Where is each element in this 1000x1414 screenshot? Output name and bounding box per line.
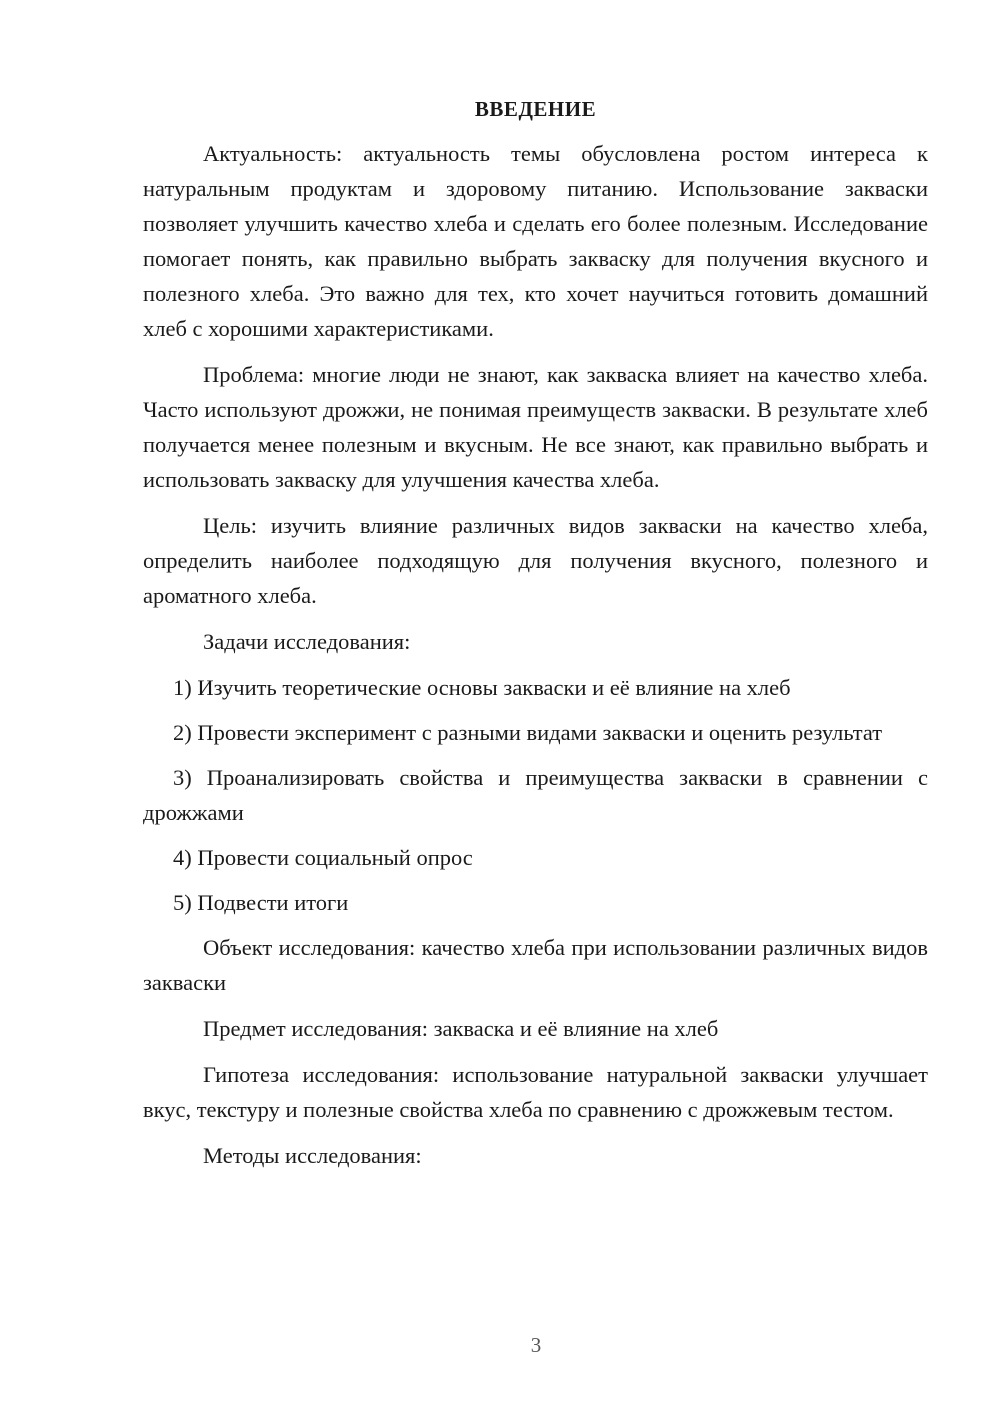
paragraph-problem: Проблема: многие люди не знают, как закваска влияет на качество хлеба. Часто используют дрожжи, не понимая преимуществ закваски. В результате хлеб получается менее полезным и вкусным. Не все знают, как правильно выбрать и использовать закваску для улучшения качества хлеба.: [143, 362, 928, 492]
task-item-4: 4) Провести социальный опрос: [173, 845, 473, 870]
task-item-2: 2) Провести эксперимент с разными видами закваски и оценить результат: [173, 720, 883, 745]
paragraph-subject: Предмет исследования: закваска и её влияние на хлеб: [203, 1016, 719, 1041]
paragraph-object: Объект исследования: качество хлеба при использовании различных видов закваски: [143, 935, 928, 995]
paragraph-hypothesis: Гипотеза исследования: использование натуральной закваски улучшает вкус, текстуру и полезные свойства хлеба по сравнению с дрожжевым тестом.: [143, 1062, 928, 1122]
task-item-3: 3) Проанализировать свойства и преимущества закваски в сравнении с дрожжами: [143, 765, 928, 825]
task-item-5: 5) Подвести итоги: [173, 890, 349, 915]
paragraph-relevance: Актуальность: актуальность темы обусловлена ростом интереса к натуральным продуктам и здоровому питанию. Использование закваски позволяет улучшить качество хлеба и сделать его более полезным. Исследование помогает понять, как правильно выбрать закваску для получения вкусного и полезного хлеба. Это важно для тех, кто хочет научиться готовить домашний хлеб с хорошими характеристиками.: [143, 141, 928, 341]
paragraph-tasks-heading: Задачи исследования:: [203, 629, 411, 654]
task-item-1: 1) Изучить теоретические основы закваски и её влияние на хлеб: [173, 675, 791, 700]
paragraph-goal: Цель: изучить влияние различных видов закваски на качество хлеба, определить наиболее подходящую для получения вкусного, полезного и ароматного хлеба.: [143, 513, 928, 608]
page-title: ВВЕДЕНИЕ: [474, 97, 597, 121]
document-page: [143, 92, 928, 1184]
page-number: 3: [530, 1333, 542, 1357]
paragraph-methods: Методы исследования:: [203, 1143, 422, 1168]
